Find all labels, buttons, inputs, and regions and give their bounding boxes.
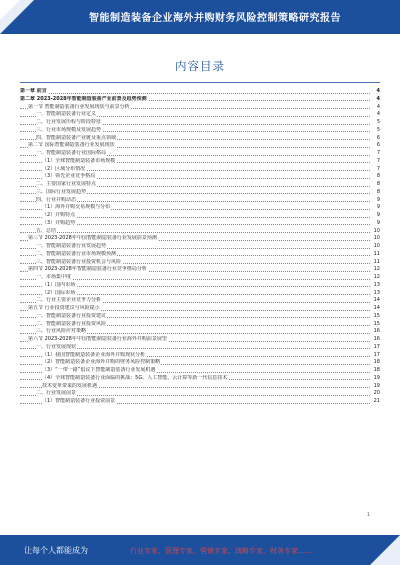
- toc-entry-text: 第六节 2023-2028年中国智能制造装备行业海外并购前景展望: [28, 336, 167, 342]
- toc-entry[interactable]: [20, 204, 380, 212]
- toc-entry-text: 第二章 2023-2028年智能制造装备产业前景及趋势预测: [20, 95, 147, 102]
- toc-entry-text: 一、智能制造装备行业国际格局: [36, 150, 107, 156]
- toc-entry-page: 9: [370, 204, 380, 212]
- toc-entry-page: 10: [370, 243, 380, 251]
- toc-entry[interactable]: [20, 390, 380, 398]
- toc-entry-text: （1）海外并购交易规模与分布: [42, 204, 111, 211]
- page-number: 1: [366, 512, 370, 518]
- toc-entry[interactable]: [20, 251, 380, 259]
- footer-corner-decoration: [370, 535, 400, 565]
- toc-entry-page: 17: [370, 344, 380, 352]
- toc-entry-page: 8: [370, 173, 380, 181]
- toc-entry[interactable]: [20, 321, 380, 329]
- toc-entry[interactable]: [20, 328, 380, 336]
- toc-entry-page: 13: [370, 290, 380, 298]
- toc-entry[interactable]: [20, 305, 380, 313]
- toc-leader-dots: [20, 93, 370, 94]
- toc-entry[interactable]: [20, 96, 380, 104]
- toc-entry[interactable]: [20, 104, 380, 112]
- toc-entry-text: （2）智能制造装备企业海外并购的财务风险控制策略: [42, 359, 161, 366]
- toc-entry-text: 一、行业发展现状: [36, 343, 77, 350]
- toc-entry-page: 15: [370, 321, 380, 329]
- toc-entry[interactable]: [20, 181, 380, 189]
- toc-entry-page: 4: [370, 111, 380, 119]
- toc-entry-text: （4）全球智能制造装备行业面临的挑战：5G、人工智能、云计算等新一代信息技术: [42, 374, 228, 381]
- toc-entry-page: 15: [370, 313, 380, 321]
- toc-entry[interactable]: [20, 212, 380, 220]
- toc-entry-page: 7: [370, 166, 380, 174]
- toc-entry[interactable]: [20, 274, 380, 282]
- toc-leader-dots: [20, 232, 370, 233]
- toc-entry-text: （3）领先企业竞争格局: [42, 173, 96, 180]
- toc-entry[interactable]: [20, 375, 380, 383]
- toc-entry-page: 18: [370, 367, 380, 375]
- toc-entry[interactable]: [20, 259, 380, 267]
- toc-entry[interactable]: [20, 313, 380, 321]
- table-of-contents: [20, 88, 380, 406]
- toc-entry-text: 二、行业发展历程与阶段特征: [36, 119, 102, 125]
- toc-entry-text: 二、智能制造装备行业市场规模预测: [36, 250, 117, 257]
- toc-heading: 内容目录: [175, 59, 225, 73]
- toc-entry[interactable]: [20, 398, 380, 406]
- toc-entry-text: 四、行业并购动态: [36, 196, 77, 203]
- toc-entry[interactable]: [20, 297, 380, 305]
- toc-entry-page: 7: [370, 158, 380, 166]
- toc-entry-text: 第一节 智能制造装备行业发展现状与前景分析: [28, 103, 130, 110]
- toc-entry-page: 16: [370, 328, 380, 336]
- toc-entry-text: 一、智能制造装备行业发展趋势: [36, 243, 107, 249]
- toc-entry-text: （1）全球智能制造装备市场规模: [42, 157, 116, 164]
- toc-entry[interactable]: [20, 359, 380, 367]
- toc-entry-page: 5: [370, 127, 380, 135]
- toc-entry[interactable]: [20, 220, 380, 228]
- toc-entry-page: 5: [370, 119, 380, 127]
- toc-entry-page: 6: [370, 135, 380, 143]
- toc-entry-page: 4: [370, 88, 380, 96]
- toc-entry-text: （3）“一带一路”倡议下智能制造装备行业发展机遇: [42, 367, 156, 373]
- toc-entry-page: 8: [370, 181, 380, 189]
- toc-entry[interactable]: [20, 282, 380, 290]
- toc-entry-text: （1）国内市场: [42, 281, 76, 288]
- toc-entry-page: 4: [370, 96, 380, 104]
- toc-entry-text: 二、行业主要企业竞争力分析: [36, 297, 102, 304]
- toc-entry[interactable]: [20, 243, 380, 251]
- toc-entry-page: 12: [370, 266, 380, 274]
- toc-entry[interactable]: [20, 235, 380, 243]
- toc-entry[interactable]: [20, 336, 380, 344]
- toc-entry[interactable]: [20, 135, 380, 143]
- footer-band: [0, 535, 400, 565]
- toc-entry-text: 技术变革带来的发展机遇: [42, 382, 98, 389]
- toc-entry-page: 10: [370, 235, 380, 243]
- toc-entry-text: 一、智能制造装备行业定义: [36, 111, 97, 118]
- toc-entry-text: （1）智能制造装备行业投资前景: [42, 398, 116, 404]
- toc-entry[interactable]: [20, 142, 380, 150]
- toc-entry[interactable]: [20, 197, 380, 205]
- report-title: 智能制造装备企业海外并购财务风险控制策略研究报告: [89, 13, 341, 24]
- toc-entry-text: 第四节 2023-2028年智能制造装备行业竞争格局分析: [28, 266, 147, 273]
- toc-entry[interactable]: [20, 111, 380, 119]
- toc-entry-text: （3）并购趋势: [42, 219, 76, 226]
- toc-entry-text: 四、智能制造装备产业链及重点领域: [36, 134, 117, 141]
- toc-entry[interactable]: [20, 127, 380, 135]
- toc-entry[interactable]: [20, 166, 380, 174]
- toc-entry-page: 13: [370, 282, 380, 290]
- toc-entry-page: 12: [370, 274, 380, 282]
- toc-entry[interactable]: [20, 189, 380, 197]
- toc-entry-page: 19: [370, 375, 380, 383]
- toc-entry-page: 16: [370, 336, 380, 344]
- toc-entry-page: 10: [370, 228, 380, 236]
- toc-entry-text: 二、主要国家行业发展特点: [36, 181, 97, 187]
- toc-entry[interactable]: [20, 344, 380, 352]
- toc-entry[interactable]: [20, 352, 380, 360]
- toc-entry-text: 五、总结: [36, 227, 57, 234]
- toc-entry[interactable]: [20, 383, 380, 391]
- toc-entry-page: 17: [370, 352, 380, 360]
- toc-entry-page: 9: [370, 220, 380, 228]
- toc-entry[interactable]: [20, 119, 380, 127]
- toc-entry-page: 14: [370, 297, 380, 305]
- toc-entry-page: 4: [370, 104, 380, 112]
- toc-entry[interactable]: [20, 290, 380, 298]
- toc-entry-page: 9: [370, 197, 380, 205]
- toc-entry-text: 三、国际行业发展趋势: [36, 188, 87, 195]
- toc-entry-text: （2）区域分布情况: [42, 165, 86, 172]
- toc-entry-page: 7: [370, 150, 380, 158]
- toc-entry-page: 11: [370, 251, 380, 259]
- toc-entry-text: 第一章 前言: [20, 88, 47, 94]
- toc-entry[interactable]: [20, 266, 380, 274]
- toc-entry-page: 9: [370, 212, 380, 220]
- toc-entry-text: 三、行业市场规模及发展趋势: [36, 126, 102, 133]
- toc-divider: [20, 82, 380, 83]
- toc-entry-text: 三、智能制造装备行业投资机会与风险: [36, 258, 122, 265]
- toc-entry-text: 二、智能制造装备行业投资风险: [36, 320, 107, 327]
- toc-entry-page: 19: [370, 383, 380, 391]
- toc-entry-text: 二、行业发展前景: [36, 390, 77, 397]
- toc-leader-dots: [20, 279, 370, 280]
- header-corner-decoration-inner: [0, 0, 20, 20]
- toc-entry-text: （2）国际市场: [42, 289, 76, 296]
- header-band: [0, 0, 400, 34]
- toc-entry-page: 8: [370, 189, 380, 197]
- toc-entry-text: （2）并购特点: [42, 212, 76, 218]
- toc-entry-page: 18: [370, 359, 380, 367]
- toc-entry-text: 一、智能制造装备行业投资建议: [36, 312, 107, 319]
- toc-entry-text: 第三节 2023-2028年中国智能制造装备行业发展前景预测: [28, 235, 157, 242]
- toc-entry[interactable]: [20, 228, 380, 236]
- toc-entry[interactable]: [20, 158, 380, 166]
- toc-entry[interactable]: [20, 150, 380, 158]
- toc-entry-page: 20: [370, 390, 380, 398]
- toc-entry-page: 14: [370, 305, 380, 313]
- toc-entry-text: 一、市场集中度: [36, 274, 72, 280]
- toc-entry-text: （1）我国智能制造装备企业海外并购现状分析: [42, 351, 146, 358]
- footer-slogan: 让每个人都能成为: [24, 546, 88, 555]
- toc-entry-text: 三、行业风险应对策略: [36, 328, 87, 335]
- toc-entry[interactable]: [20, 88, 380, 96]
- toc-entry[interactable]: [20, 367, 380, 375]
- toc-entry[interactable]: [20, 173, 380, 181]
- toc-entry-page: 6: [370, 142, 380, 150]
- footer-tagline: 行业专家、管理专家、营销专家、战略专家、财务专家……: [130, 547, 312, 555]
- toc-entry-text: 第二节 国际智能制造装备行业发展现状: [28, 142, 115, 149]
- toc-entry-text: 第五节 行业投资建议与风险提示: [28, 305, 100, 311]
- toc-entry-page: 11: [370, 259, 380, 267]
- toc-entry-page: 21: [370, 398, 380, 406]
